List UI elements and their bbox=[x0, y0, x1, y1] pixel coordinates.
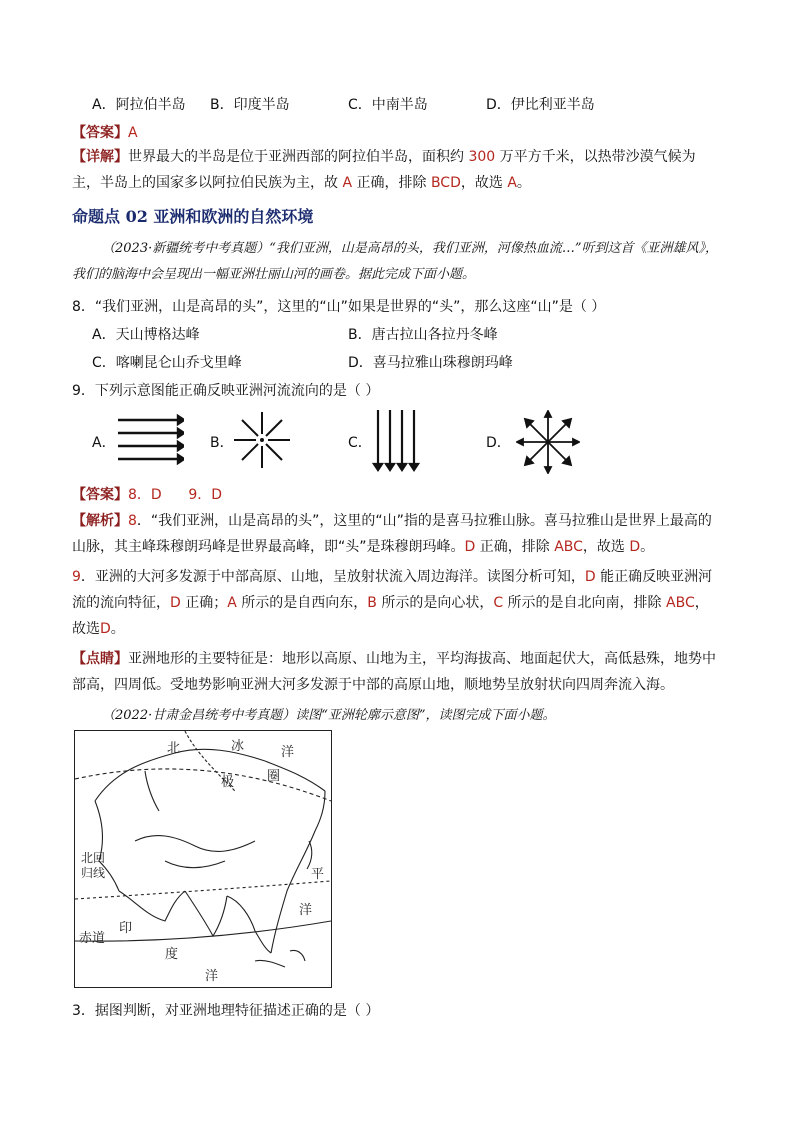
intro-text: “我们亚洲，山是高昂的头，我们亚洲，河像热血流…”听到这首《亚洲雄风》，我们的脑海中会呈现出一幅亚洲壮丽山河的画卷。据此完成下面小题。 bbox=[72, 241, 719, 282]
detail-text: ，故选 bbox=[460, 175, 508, 191]
option-a: A．阿拉伯半岛 bbox=[92, 97, 186, 113]
arrows-south-diagram bbox=[372, 408, 424, 472]
intro-paragraph bbox=[72, 236, 722, 288]
option-c: C．中南半岛 bbox=[348, 97, 428, 113]
q8-option-b: B．唐古拉山各拉丹冬峰 bbox=[348, 327, 498, 343]
intro-source: （2022·甘肃金昌统考中考真题） bbox=[102, 708, 296, 723]
q9-option-c-label: C． bbox=[348, 435, 372, 451]
analysis-option: D bbox=[584, 569, 596, 585]
intro-paragraph-2 bbox=[102, 704, 556, 723]
analysis-text: 正确，排除 bbox=[475, 539, 555, 555]
q8-option-d: D．喜马拉雅山珠穆朗玛峰 bbox=[348, 355, 513, 371]
analysis-option: A bbox=[227, 595, 237, 611]
analysis-option: D bbox=[100, 621, 111, 637]
map-label-ji: 极 bbox=[221, 775, 235, 790]
analysis-num: 8 bbox=[128, 513, 137, 529]
analysis-text: ，故选 bbox=[72, 595, 709, 637]
intro-text: 读图“亚洲轮廓示意图”，读图完成下面小题。 bbox=[295, 708, 556, 723]
asia-map-drawing bbox=[75, 731, 331, 987]
arrows-inward-diagram bbox=[232, 410, 292, 470]
answer-tag: 【答案】 bbox=[72, 487, 128, 503]
option-d: D．伊比利亚半岛 bbox=[486, 97, 595, 113]
analysis-text: ．亚洲的大河多发源于中部高原、山地，呈放射状流入周边海洋。读图分析可知， bbox=[80, 569, 585, 585]
detail-option: BCD bbox=[430, 175, 461, 191]
section-heading: 命题点 02 亚洲和欧洲的自然环境 bbox=[72, 207, 314, 226]
map-label-yang3: 洋 bbox=[205, 969, 219, 984]
answer-tag: 【答案】 bbox=[72, 125, 128, 141]
analysis-option: D bbox=[170, 595, 181, 611]
analysis-text: 所示的是向心状， bbox=[376, 595, 494, 611]
detail-text: 世界最大的半岛是位于亚洲西部的阿拉伯半岛，面积约 bbox=[128, 149, 469, 165]
detail-text: 。 bbox=[516, 175, 531, 191]
q9-option-a-label: A． bbox=[92, 435, 116, 451]
detail-number: 300 bbox=[468, 149, 496, 165]
answer-line-2 bbox=[72, 484, 222, 504]
arrows-east-diagram bbox=[114, 412, 184, 468]
intro-source: （2023·新疆统考中考真题） bbox=[102, 241, 270, 256]
option-b: B．印度半岛 bbox=[210, 97, 290, 113]
analysis-num: 9 bbox=[72, 569, 81, 585]
detail-option: A bbox=[342, 175, 353, 191]
analysis-option: D bbox=[464, 539, 476, 555]
analysis-option: ABC bbox=[666, 595, 695, 611]
map-label-ping: 平 bbox=[311, 867, 325, 882]
q8-option-c: C．喀喇昆仑山乔戈里峰 bbox=[92, 355, 242, 371]
q9-option-b-label: B． bbox=[210, 435, 234, 451]
analysis-paragraph-8 bbox=[72, 508, 722, 560]
analysis-text: 所示的是自西向东， bbox=[236, 595, 368, 611]
arrows-radial-diagram bbox=[516, 410, 580, 474]
dianjing-tag: 【点睛】 bbox=[72, 651, 128, 667]
q9-option-d-label: D． bbox=[486, 435, 511, 451]
map-label-yang2: 洋 bbox=[299, 903, 313, 918]
question-9-stem: 9．下列示意图能正确反映亚洲河流流向的是（ ） bbox=[72, 383, 380, 399]
analysis-text: 。 bbox=[110, 621, 125, 637]
dianjing-paragraph bbox=[72, 646, 722, 698]
analysis-text: 。 bbox=[640, 539, 655, 555]
map-label-quan: 圈 bbox=[267, 769, 281, 784]
detail-tag: 【详解】 bbox=[72, 149, 128, 165]
map-label-bei: 北 bbox=[167, 741, 181, 756]
asia-outline-map bbox=[74, 730, 332, 988]
answer-line bbox=[72, 122, 138, 142]
map-label-yin: 印 bbox=[119, 921, 133, 936]
analysis-option: B bbox=[367, 595, 377, 611]
detail-paragraph bbox=[72, 144, 722, 196]
analysis-text: ，故选 bbox=[582, 539, 630, 555]
analysis-tag: 【解析】 bbox=[72, 513, 128, 529]
detail-text: 万平方千米，以热带沙漠气候为主，半岛上的国家多以阿拉伯民族为主，故 bbox=[72, 149, 696, 191]
question-3-stem: 3．据图判断，对亚洲地理特征描述正确的是（ ） bbox=[72, 1003, 380, 1019]
analysis-paragraph-9 bbox=[72, 564, 722, 642]
q8-option-a: A．天山博格达峰 bbox=[92, 327, 200, 343]
map-label-yang: 洋 bbox=[281, 745, 295, 760]
map-label-equator: 赤道 bbox=[79, 931, 106, 946]
analysis-text: 所示的是自北向南，排除 bbox=[503, 595, 667, 611]
answer-value: 8．D 9．D bbox=[128, 487, 223, 503]
analysis-text: ．“我们亚洲，山是高昂的头”，这里的“山”指的是喜马拉雅山脉。喜马拉雅山是世界上最高的山脉，其主峰珠穆朗玛峰是世界最高峰，即“头”是珠穆朗玛峰。 bbox=[72, 513, 712, 555]
analysis-text: 能正确反映亚洲河流的流向特征， bbox=[72, 569, 713, 611]
analysis-option: D bbox=[629, 539, 641, 555]
detail-option: A bbox=[507, 175, 517, 191]
map-label-du: 度 bbox=[165, 947, 179, 962]
analysis-option: C bbox=[493, 595, 504, 611]
dianjing-text: 亚洲地形的主要特征是：地形以高原、山地为主，平均海拔高、地面起伏大，高低悬殊，地势中部高，四周低。受地势影响亚洲大河多发源于中部的高原山地，顺地势呈放射状向四周奔流入海。 bbox=[72, 651, 716, 693]
question-8-stem: 8．“我们亚洲，山是高昂的头”，这里的“山”如果是世界的“头”，那么这座“山”是（ ） bbox=[72, 299, 606, 315]
detail-text: 正确，排除 bbox=[352, 175, 431, 191]
analysis-option: ABC bbox=[554, 539, 583, 555]
answer-value: A bbox=[128, 125, 138, 141]
map-label-bing: 冰 bbox=[231, 739, 245, 754]
analysis-text: 正确； bbox=[180, 595, 228, 611]
map-label-tropic: 北回归线 bbox=[81, 851, 106, 880]
